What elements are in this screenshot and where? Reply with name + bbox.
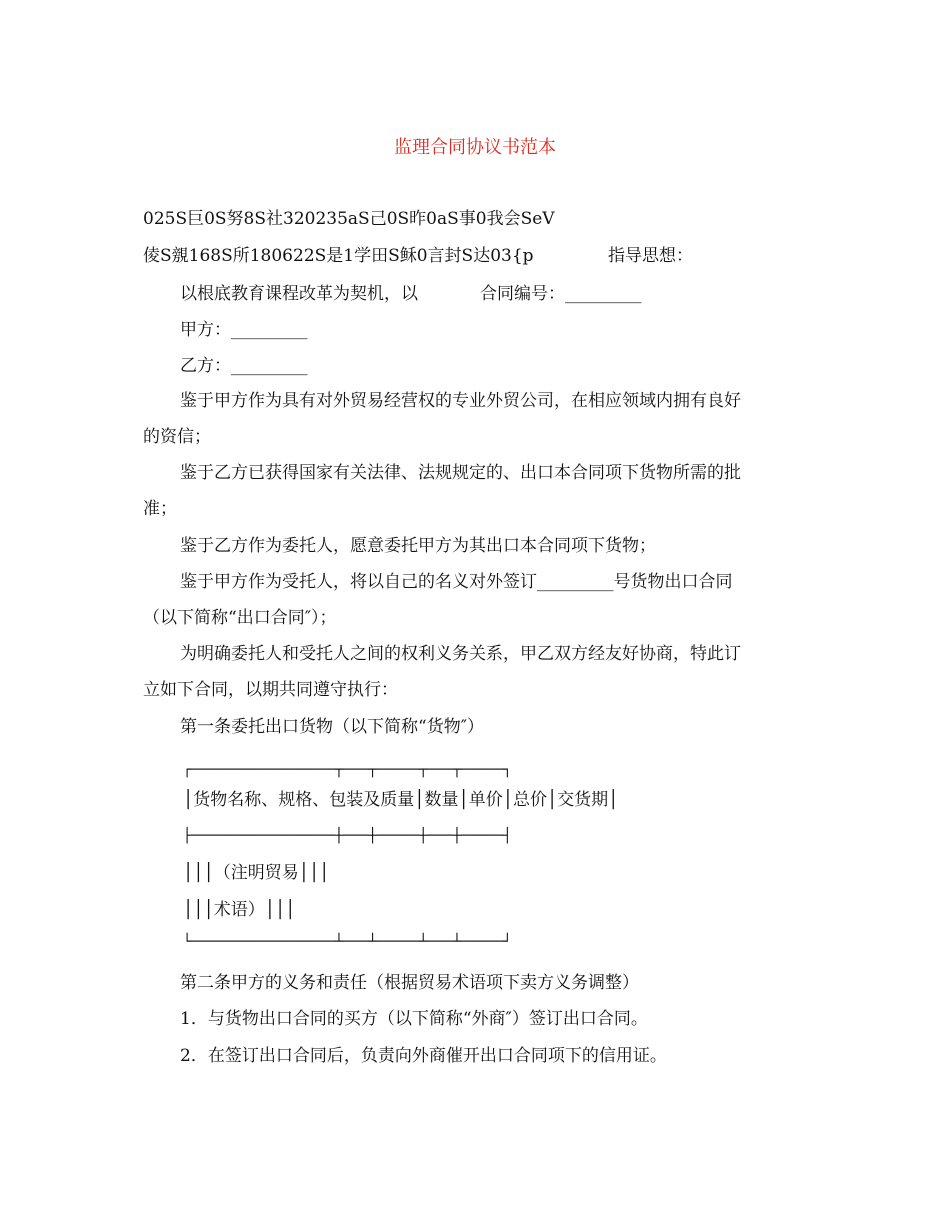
party-b-field: 乙方：_________ (180, 356, 308, 376)
article-1-heading: 第一条委托出口货物（以下简称“货物″） (180, 717, 485, 737)
table-border-bottom: └─────────────────┴───┴─────┴───┴─────┘ (183, 934, 512, 950)
table-row-2: │││术语）│││ (183, 900, 296, 920)
party-a-field: 甲方：_________ (180, 320, 308, 340)
paragraph-4-line-2: （以下简称“出口合同″）； (143, 608, 337, 628)
contract-number-field: 合同编号：_________ (480, 284, 642, 304)
paragraph-1-line-2: 的资信； (143, 427, 211, 447)
paragraph-2-line-2: 准； (143, 499, 177, 519)
paragraph-2-line-1: 鉴于乙方已获得国家有关法律、法规规定的、出口本合同项下货物所需的批 (180, 463, 741, 483)
paragraph-4-line-1: 鉴于甲方作为受托人，将以自己的名义对外签订_________号货物出口合同 (180, 572, 733, 592)
garbled-text-line-2: 倰S覫168S所180622S是1学田S稣0言封S达03{p (143, 246, 534, 266)
table-header-row: │货物名称、规格、包装及质量│数量│单价│总价│交货期│ (183, 790, 619, 810)
document-title: 监理合同协议书范本 (394, 137, 556, 158)
table-row-1: │││（注明贸易│││ (183, 863, 330, 883)
paragraph-3: 鉴于乙方作为委托人，愿意委托甲方为其出口本合同项下货物； (180, 536, 656, 556)
paragraph-1-line-1: 鉴于甲方作为具有对外贸易经营权的专业外贸公司，在相应领域内拥有良好 (180, 391, 741, 411)
article-2-item-1: 1．与货物出口合同的买方（以下简称“外商″）签订出口合同。 (180, 1009, 648, 1029)
garbled-text-line-1: 025S巨0S努8S社320235aS己0S昨0aS事0我会SeV (143, 209, 555, 229)
guiding-thought-label: 指导思想： (608, 246, 693, 266)
table-border-top: ┌─────────────────┬───┬─────┬───┬─────┐ (183, 762, 512, 778)
paragraph-5-line-2: 立如下合同，以期共同遵守执行： (143, 680, 398, 700)
article-2-heading: 第二条甲方的义务和责任（根据贸易术语项下卖方义务调整） (180, 973, 639, 993)
paragraph-5-line-1: 为明确委托人和受托人之间的权利义务关系，甲乙双方经友好协商，特此订 (180, 644, 741, 664)
table-divider: ├─────────────────┼───┼─────┼───┼─────┤ (183, 828, 512, 844)
reform-line: 以根底教育课程改革为契机，以 (180, 284, 418, 304)
article-2-item-2: 2．在签订出口合同后，负责向外商催开出口合同项下的信用证。 (180, 1046, 667, 1066)
